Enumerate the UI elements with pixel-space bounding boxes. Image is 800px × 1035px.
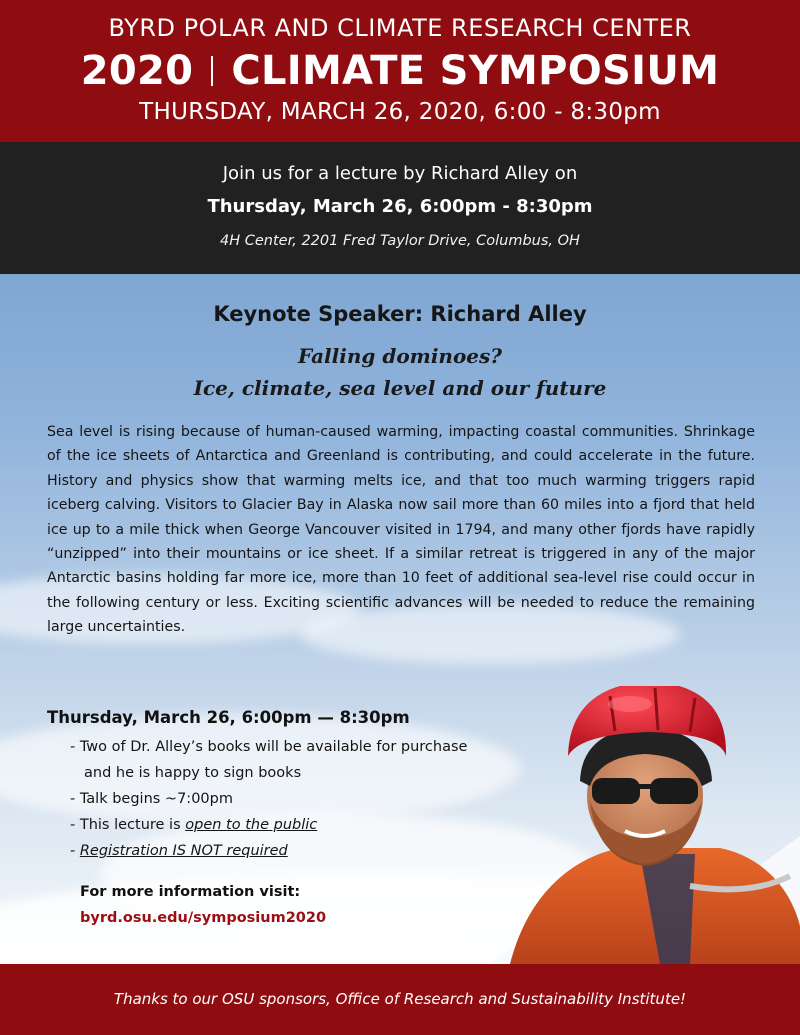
- event-year: 2020: [80, 48, 194, 94]
- details-heading: Thursday, March 26, 6:00pm — 8:30pm: [47, 708, 410, 727]
- detail-talk-time: - Talk begins ~7:00pm: [70, 791, 233, 807]
- title-divider: [211, 56, 213, 86]
- registration-text: Registration IS NOT required: [79, 843, 288, 859]
- event-title: [0, 46, 800, 96]
- more-info: [80, 879, 326, 931]
- keynote-heading: Keynote Speaker: Richard Alley: [213, 302, 587, 326]
- talk-title: [0, 340, 800, 404]
- talk-abstract: Sea level is rising because of human-caused warming, impacting coastal communities. Shrinkage of the ice sheets of Antarctica and Greenland is contributing, and could accelerate in the future. History and physics show that warming melts ice, and that too much warming triggers rapid iceberg calving. Visitors to Glacier Bay in Alaska now sail more than 60 miles into a fjord that held ice up to a mile thick when George Vancouver visited in 1794, and many other fjords have rapidly “unzipped” into their mountains or ice sheet. If a similar retreat is triggered in any of the major Antarctic basins holding far more ice, more than 10 feet of additional sea-level rise could occur in the following century or less. Exciting scientific advances will be needed to reduce the remaining large uncertainties.: [47, 424, 755, 636]
- header-banner: [0, 0, 800, 142]
- sponsors-footer: Thanks to our OSU sponsors, Office of Research and Sustainability Institute!: [0, 964, 800, 1035]
- detail-registration: [70, 838, 467, 864]
- lecture-intro: Join us for a lecture by Richard Alley on: [222, 163, 578, 184]
- event-details-list: [70, 734, 467, 864]
- detail-books-cont: and he is happy to sign books: [84, 765, 302, 781]
- detail-books: - Two of Dr. Alley’s books will be available for purchase: [70, 739, 468, 755]
- detail-public-prefix: - This lecture is: [70, 817, 186, 833]
- event-datetime: THURSDAY, MARCH 26, 2020, 6:00 - 8:30pm: [139, 99, 661, 125]
- lecture-venue: 4H Center, 2201 Fred Taylor Drive, Columbus, OH: [220, 233, 580, 249]
- more-info-label: For more information visit:: [80, 884, 301, 900]
- talk-title-line1: Falling dominoes?: [297, 344, 502, 368]
- event-name: CLIMATE SYMPOSIUM: [231, 48, 720, 94]
- detail-registration-prefix: -: [70, 843, 80, 859]
- detail-public: [70, 812, 467, 838]
- talk-title-line2: Ice, climate, sea level and our future: [193, 376, 607, 400]
- content-area: [0, 274, 800, 964]
- organization-name: BYRD POLAR AND CLIMATE RESEARCH CENTER: [108, 14, 692, 42]
- lecture-datetime: Thursday, March 26, 6:00pm - 8:30pm: [207, 196, 593, 217]
- lecture-info-band: [0, 142, 800, 274]
- open-to-public-text: open to the public: [185, 817, 318, 833]
- speaker-photo: [490, 686, 800, 964]
- more-info-link[interactable]: byrd.osu.edu/symposium2020: [80, 910, 327, 926]
